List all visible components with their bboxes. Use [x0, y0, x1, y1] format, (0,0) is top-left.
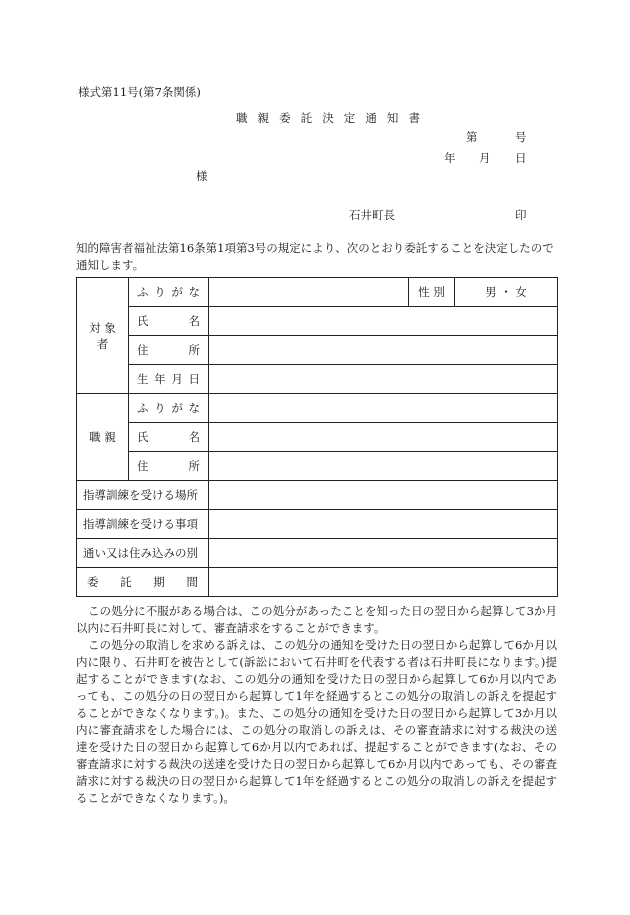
notes-section: [76, 603, 557, 807]
date-day-label: 日: [515, 151, 527, 165]
table-row: [77, 568, 558, 597]
lawsuit-note: この処分の取消しを求める訴えは、この処分の通知を受けた日の翌日から起算して6か月以内に限り、石井町を被告として(訴訟において石井町を代表する者は石井町長になります。)提起することができます(なお、この処分の通知を受けた日の翌日から起算して6か月以内であっても、この処分の日の翌日から起算して1年を経過するとこの処分の取消しの訴えを提起することができなくなります。)。また、この処分の通知を受けた日の翌日から起算して3か月以内に審査請求をした場合には、この処分の取消しの訴えは、その審査請求に対する裁決の送達を受けた日の翌日から起算して6か月以内であれば、提起することができます(なお、その審査請求に対する裁決の送達を受けた日の翌日から起算して6か月以内であっても、その審査請求に対する裁決の日の翌日から起算して1年を経過するとこの処分の取消しの訴えを提起することができなくなります。)。: [76, 638, 557, 805]
training-items-field[interactable]: [209, 510, 558, 539]
foster-address-field[interactable]: [209, 452, 558, 481]
table-row: [77, 394, 558, 423]
appeal-note: この処分に不服がある場合は、この処分があったことを知った日の翌日から起算して3か月以内に石井町長に対して、審査請求をすることができます。: [76, 604, 557, 635]
label-char: ふ: [137, 401, 149, 415]
foster-furigana-label: [129, 394, 209, 423]
label-char: が: [171, 285, 183, 299]
sender-name: 石井町長: [349, 208, 395, 222]
label-char: 委: [87, 575, 99, 589]
foster-address-label: [129, 452, 209, 481]
table-row: [77, 481, 558, 510]
number-prefix: 第: [466, 130, 478, 144]
table-row: [77, 365, 558, 394]
table-row: [77, 336, 558, 365]
table-row: [77, 278, 558, 307]
table-row: [77, 423, 558, 452]
label-char: り: [154, 401, 166, 415]
period-label: [77, 568, 209, 597]
label-char: 住: [137, 343, 149, 357]
seal-mark: 印: [515, 208, 527, 222]
document-title: 職 親 委 託 決 定 通 知 書: [236, 111, 424, 125]
table-row: [77, 510, 558, 539]
subject-address-field[interactable]: [209, 336, 558, 365]
subject-furigana-field[interactable]: [209, 278, 409, 307]
label-char: 住: [137, 459, 149, 473]
intro-text: 知的障害者福祉法第16条第1項第3号の規定により、次のとおり委託することを決定したので通知します。: [76, 241, 554, 272]
label-char: 期: [153, 575, 165, 589]
label-char: り: [154, 285, 166, 299]
label-char: が: [171, 401, 183, 415]
subject-name-label: [129, 307, 209, 336]
subject-birth-label: [129, 365, 209, 394]
label-char: 氏: [137, 430, 149, 444]
label-char: 生: [137, 372, 149, 386]
label-char: 間: [186, 575, 198, 589]
foster-name-label: [129, 423, 209, 452]
label-char: 日: [188, 372, 200, 386]
subject-address-label: [129, 336, 209, 365]
foster-group-label: 職 親: [77, 394, 129, 481]
label-char: な: [188, 285, 200, 299]
subject-name-field[interactable]: [209, 307, 558, 336]
table-row: [77, 539, 558, 568]
decision-table: [76, 277, 558, 597]
training-place-field[interactable]: [209, 481, 558, 510]
label-char: 月: [171, 372, 183, 386]
table-row: [77, 307, 558, 336]
addressee-suffix: 様: [196, 169, 208, 183]
subject-group-label: 対 象 者: [77, 278, 129, 394]
subject-birth-field[interactable]: [209, 365, 558, 394]
label-char: 名: [188, 314, 200, 328]
date-month-label: 月: [479, 151, 491, 165]
date-year-label: 年: [444, 151, 456, 165]
label-char: な: [188, 401, 200, 415]
label-char: 所: [188, 459, 200, 473]
label-char: 所: [188, 343, 200, 357]
commute-type-label: 通い又は住み込みの別: [77, 539, 209, 568]
label-char: 名: [188, 430, 200, 444]
label-char: 年: [154, 372, 166, 386]
foster-furigana-field[interactable]: [209, 394, 558, 423]
training-items-label: 指導訓練を受ける事項: [77, 510, 209, 539]
period-field[interactable]: [209, 568, 558, 597]
number-suffix: 号: [515, 130, 527, 144]
commute-type-field[interactable]: [209, 539, 558, 568]
label-char: 氏: [137, 314, 149, 328]
foster-name-field[interactable]: [209, 423, 558, 452]
label-char: ふ: [137, 285, 149, 299]
table-row: [77, 452, 558, 481]
subject-furigana-label: [129, 278, 209, 307]
training-place-label: 指導訓練を受ける場所: [77, 481, 209, 510]
gender-label: 性 別: [409, 278, 455, 307]
label-char: 託: [120, 575, 132, 589]
form-number: 様式第11号(第7条関係): [78, 85, 201, 99]
gender-options[interactable]: 男 ・ 女: [455, 278, 558, 307]
